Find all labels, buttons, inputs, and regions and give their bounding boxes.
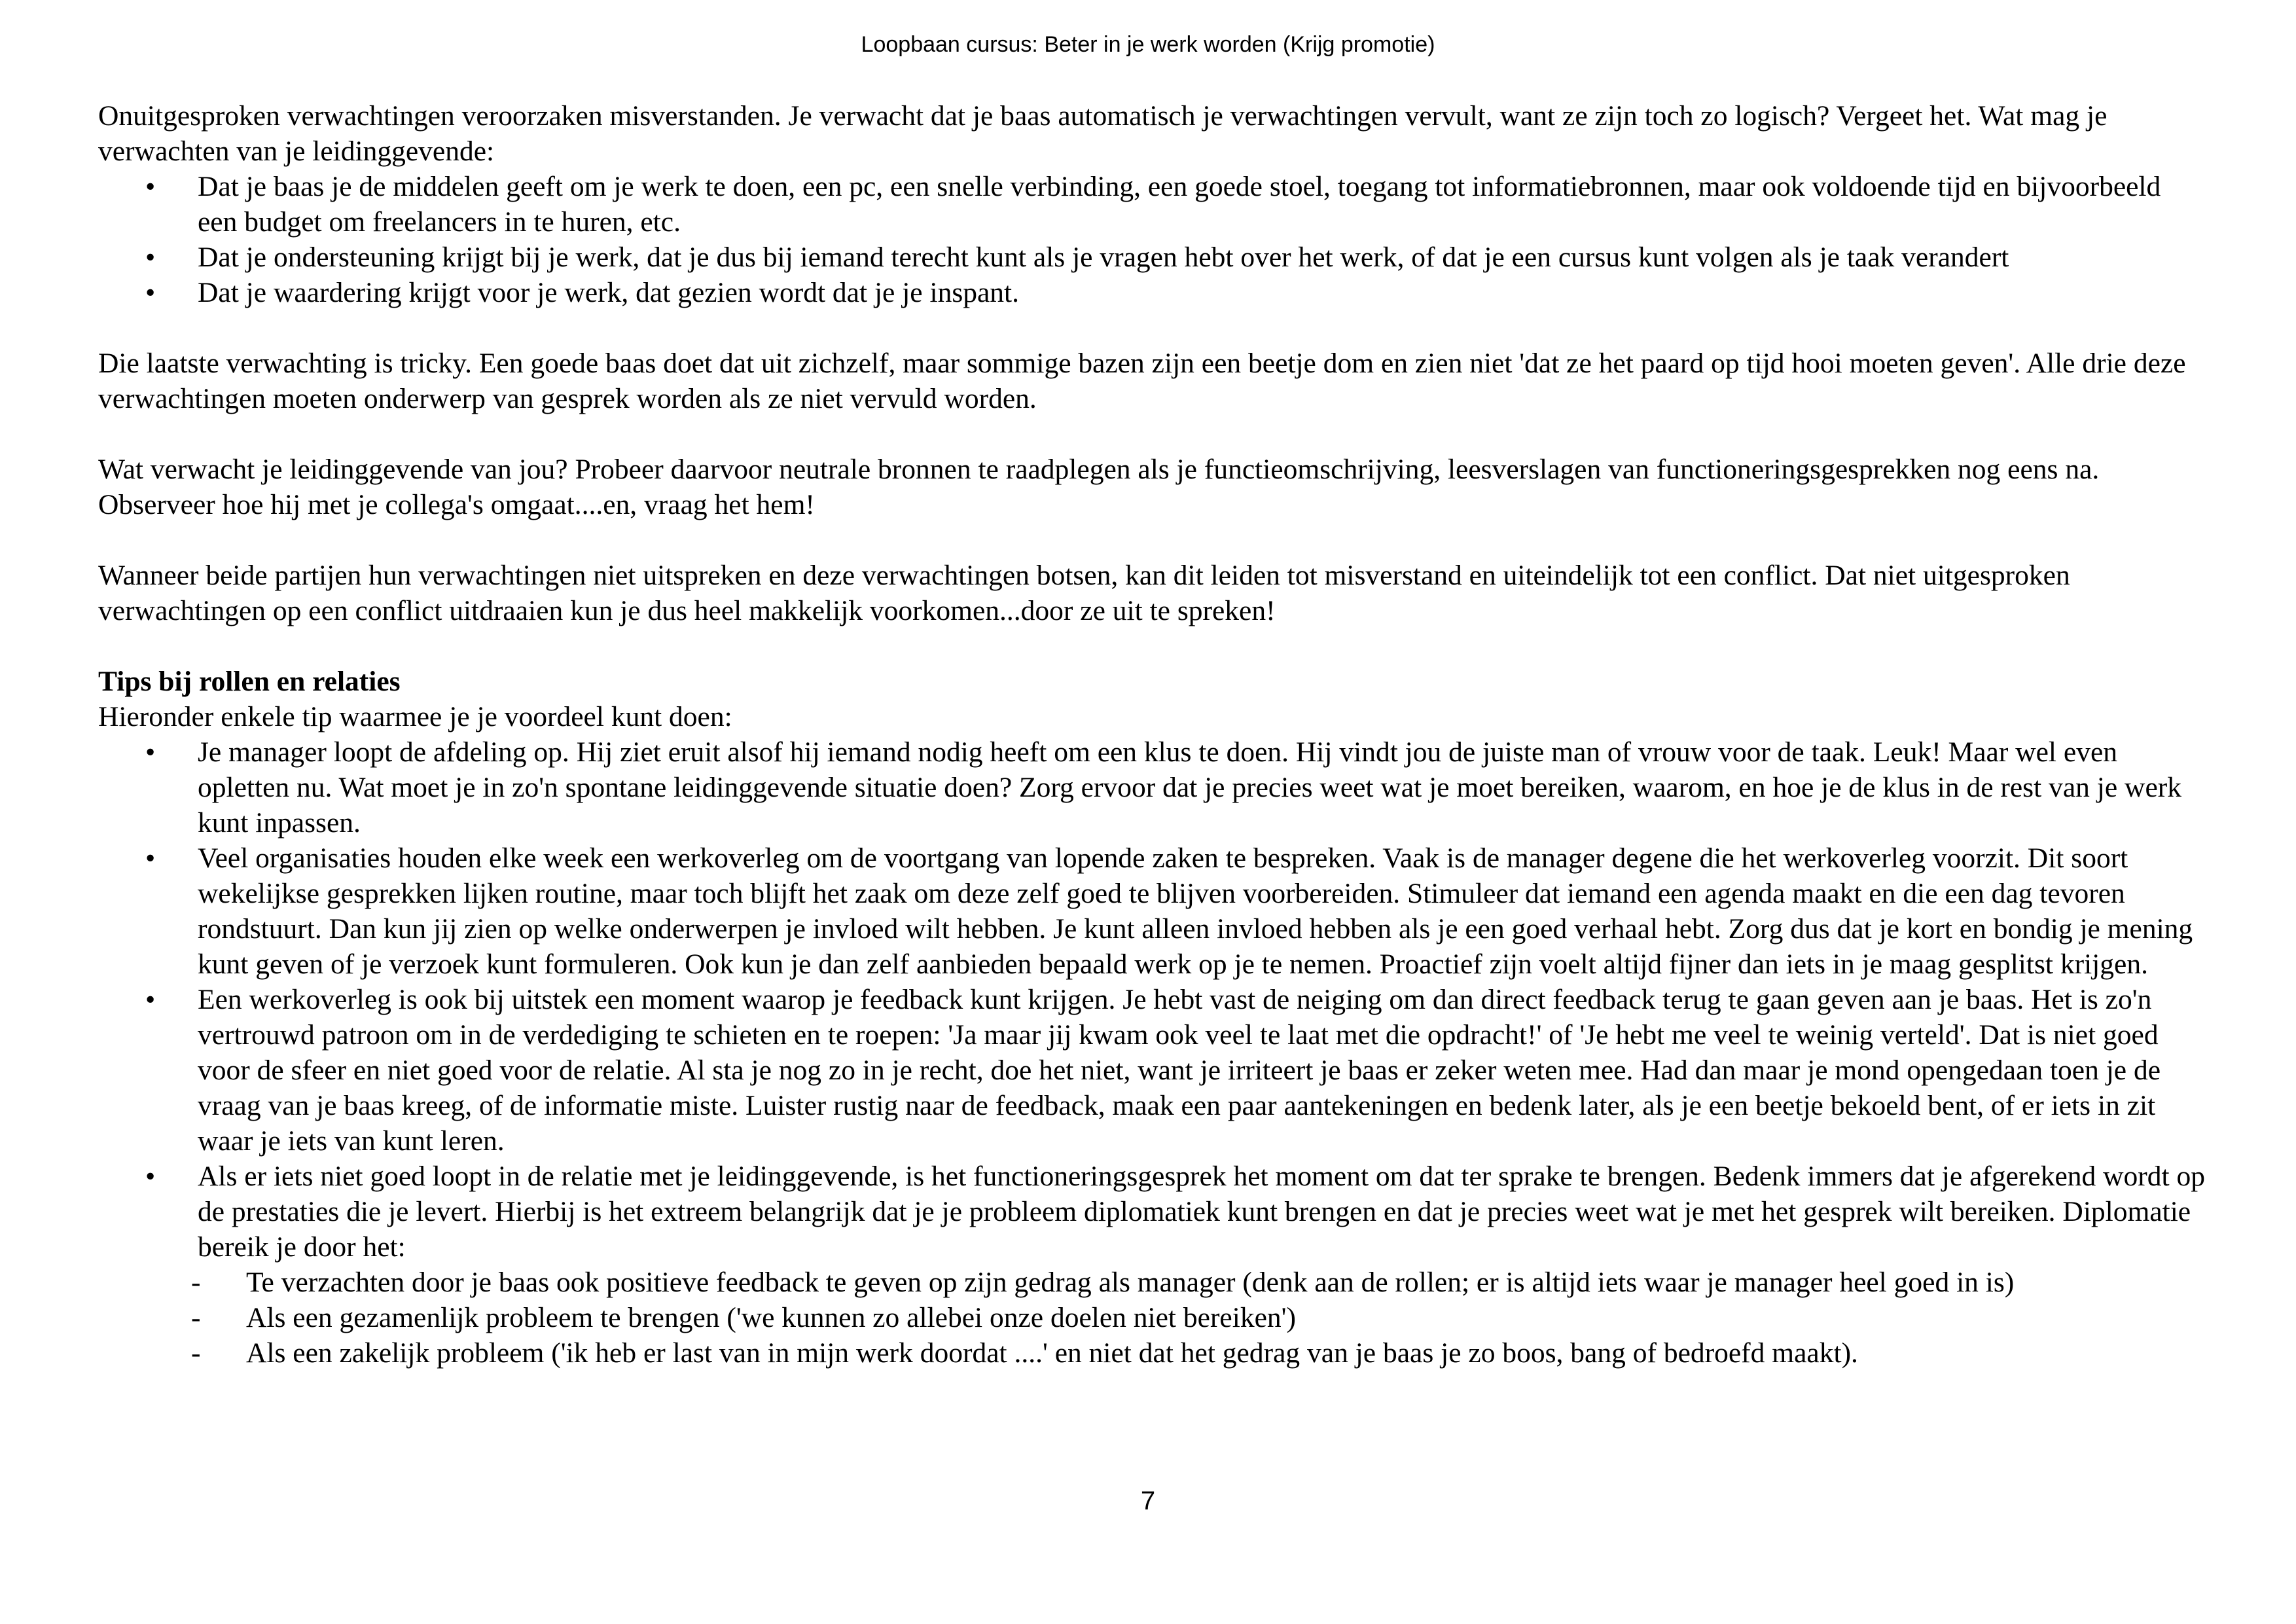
tips-list [98, 734, 2206, 1265]
body-paragraph: Wat verwacht je leidinggevende van jou? Probeer daarvoor neutrale bronnen te raadplegen als je functieomschrijving, leesverslagen van functioneringsgesprekken nog eens na. Observeer hoe hij met je collega's omgaat....en, vraag het hem! [98, 454, 2100, 520]
paragraph-gap [98, 310, 2206, 346]
list-item: • Dat je baas je de middelen geeft om je werk te doen, een pc, een snelle verbinding, een goede stoel, toegang tot informatiebronnen, maar ook voldoende tijd en bijvoorbeeld een budget om freelancers in te huren, etc. [98, 169, 2206, 240]
sub-list-item: - Als een zakelijk probleem ('ik heb er last van in mijn werk doordat ....' en niet dat het gedrag van je baas je zo boos, bang of bedroefd maakt). [98, 1335, 2206, 1371]
list-item: • Dat je waardering krijgt voor je werk, dat gezien wordt dat je je inspant. [98, 275, 2206, 310]
section-heading: Tips bij rollen en relaties [98, 666, 401, 697]
paragraph-gap [98, 522, 2206, 558]
list-item: • Veel organisaties houden elke week een werkoverleg om de voortgang van lopende zaken te bespreken. Vaak is de manager degene die het werkoverleg voorzit. Dit soort wekelijkse gesprekken lijken routine, maar toch blijft het zaak om deze zelf goed te blijven voorbereiden. Stimuleer dat iemand een agenda maakt en die een dag tevoren rondstuurt. Dan kun jij zien op welke onderwerpen je invloed wilt hebben. Je kunt alleen invloed hebben als je een goed verhaal hebt. Zorg dus dat je kort en bondig je mening kunt geven of je verzoek kunt formuleren. Ook kun je dan zelf aanbieden bepaald werk op je te nemen. Proactief zijn voelt altijd fijner dan iets in je maag gesplitst krijgen. [98, 840, 2206, 982]
body-paragraph: Wanneer beide partijen hun verwachtingen niet uitspreken en deze verwachtingen botsen, kan dit leiden tot misverstand en uiteindelijk tot een conflict. Dat niet uitgesproken verwachtingen op een conflict uitdraaien kun je dus heel makkelijk voorkomen...door ze uit te spreken! [98, 560, 2070, 626]
sub-list-item: - Te verzachten door je baas ook positieve feedback te geven op zijn gedrag als manager (denk aan de rollen; er is altijd iets waar je manager heel goed in is) [98, 1265, 2206, 1300]
document-body [98, 98, 2206, 1371]
sub-list-item: - Als een gezamenlijk probleem te brengen ('we kunnen zo allebei onze doelen niet bereiken') [98, 1300, 2206, 1335]
paragraph-gap [98, 416, 2206, 452]
body-paragraph: Die laatste verwachting is tricky. Een goede baas doet dat uit zichzelf, maar sommige bazen zijn een beetje dom en zien niet 'dat ze het paard op tijd hooi moeten geven'. Alle drie deze verwachtingen moeten onderwerp van gesprek worden als ze niet vervuld worden. [98, 348, 2186, 414]
page-number: 7 [1140, 1487, 1156, 1515]
list-item: • Een werkoverleg is ook bij uitstek een moment waarop je feedback kunt krijgen. Je hebt vast de neiging om dan direct feedback terug te gaan geven aan je baas. Het is zo'n vertrouwd patroon om in de verdediging te schieten en te roepen: 'Ja maar jij kwam ook veel te laat met die opdracht!' of 'Je hebt me veel te weinig verteld'. Dat is niet goed voor de sfeer en niet goed voor de relatie. Al sta je nog zo in je recht, doe het niet, want je irriteert je baas er zeker weten mee. Had dan maar je mond opengedaan toen je de vraag van je baas kreeg, of de informatie miste. Luister rustig naar de feedback, maak een paar aantekeningen en bedenk later, als je een beetje bekoeld bent, of er iets in zit waar je iets van kunt leren. [98, 982, 2206, 1159]
list-item: • Dat je ondersteuning krijgt bij je werk, dat je dus bij iemand terecht kunt als je vragen hebt over het werk, of dat je een cursus kunt volgen als je taak verandert [98, 240, 2206, 275]
intro-paragraph: Onuitgesproken verwachtingen veroorzaken misverstanden. Je verwacht dat je baas automatisch je verwachtingen vervult, want ze zijn toch zo logisch? Vergeet het. Wat mag je verwachten van je leidinggevende: [98, 100, 2108, 167]
diplomacy-sublist [98, 1265, 2206, 1371]
expectations-list [98, 169, 2206, 310]
section-intro: Hieronder enkele tip waarmee je je voordeel kunt doen: [98, 701, 732, 732]
running-header: Loopbaan cursus: Beter in je werk worden (Krijg promotie) [861, 32, 1435, 57]
list-item: • Je manager loopt de afdeling op. Hij ziet eruit alsof hij iemand nodig heeft om een klus te doen. Hij vindt jou de juiste man of vrouw voor de taak. Leuk! Maar wel even opletten nu. Wat moet je in zo'n spontane leidinggevende situatie doen? Zorg ervoor dat je precies weet wat je moet bereiken, waarom, en hoe je de klus in de rest van je werk kunt inpassen. [98, 734, 2206, 840]
paragraph-gap [98, 628, 2206, 664]
list-item: • Als er iets niet goed loopt in de relatie met je leidinggevende, is het functioneringsgesprek het moment om dat ter sprake te brengen. Bedenk immers dat je afgerekend wordt op de prestaties die je levert. Hierbij is het extreem belangrijk dat je je probleem diplomatiek kunt brengen en dat je precies weet wat je met het gesprek wilt bereiken. Diplomatie bereik je door het: [98, 1159, 2206, 1265]
